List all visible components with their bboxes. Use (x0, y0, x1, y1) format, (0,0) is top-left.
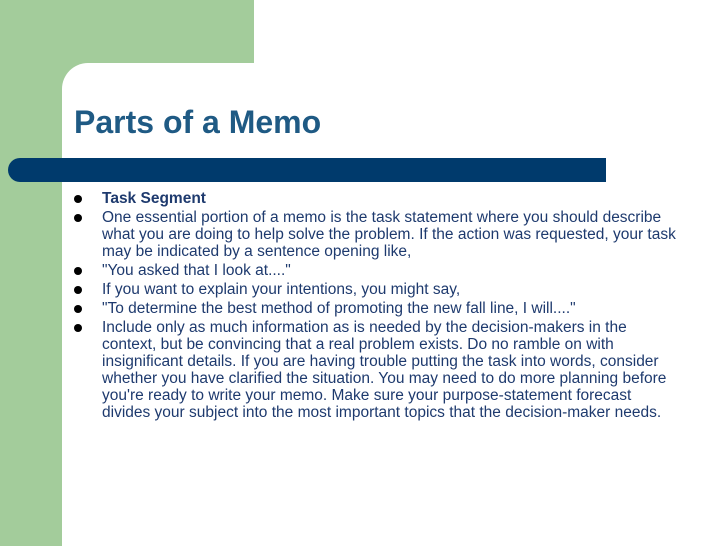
bullet-text: If you want to explain your intentions, you might say, (102, 281, 461, 298)
slide-title: Parts of a Memo (74, 104, 322, 140)
bullet-item-task-segment (74, 190, 680, 207)
bullet-item-include-only (74, 319, 680, 421)
bullet-dot-icon (74, 324, 82, 332)
bullet-item-intentions (74, 281, 680, 298)
bullet-item-task-statement (74, 209, 680, 260)
bullet-dot-icon (74, 267, 82, 275)
bullet-dot-icon (74, 195, 82, 203)
bullet-dot-icon (74, 214, 82, 222)
bullet-text: "To determine the best method of promoting the new fall line, I will...." (102, 300, 576, 317)
bullet-item-you-asked (74, 262, 680, 279)
bullet-text: Include only as much information as is needed by the decision-makers in the context, but be convincing that a real problem exists. Do no ramble on with insignificant details. If you are having trouble putting the task into words, consider whether you have clarified the situation. You may need to do more planning before you're ready to write your memo. Make sure your purpose-statement forecast divides your subject into the most important topics that the decision-maker needs. (102, 319, 667, 421)
title-divider-bar (8, 158, 606, 182)
bullet-text: "You asked that I look at...." (102, 262, 291, 279)
bullet-text: Task Segment (102, 190, 206, 207)
bullet-list (74, 190, 680, 423)
bullet-dot-icon (74, 305, 82, 313)
bullet-dot-icon (74, 286, 82, 294)
bullet-text: One essential portion of a memo is the task statement where you should describe what you are doing to help solve the problem. If the action was requested, your task may be indicated by a sentence opening like, (102, 209, 676, 260)
bullet-item-determine (74, 300, 680, 317)
